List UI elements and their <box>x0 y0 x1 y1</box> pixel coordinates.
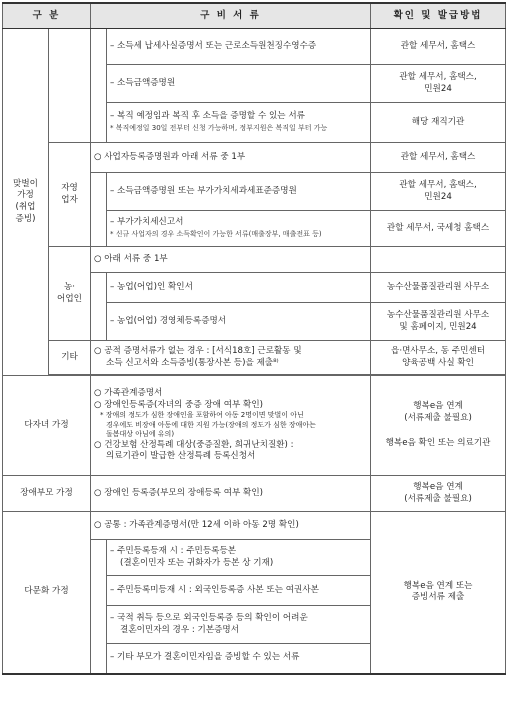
method-cell: 관할 세무서, 홈택스, 민원24 <box>371 173 506 211</box>
doc-cell: – 주민등록미등재 시 : 외국인등록증 사본 또는 여권사본 <box>107 576 371 606</box>
other-label: 기타 <box>49 341 91 375</box>
method-cell: 해당 재직기관 <box>371 103 506 143</box>
table-row <box>3 376 506 476</box>
self-employed-label: 자영 업자 <box>49 143 91 247</box>
method-cell: 관할 세무서, 홈택스 <box>371 143 506 173</box>
table-row <box>3 341 506 375</box>
multi-child-label: 다자녀 가정 <box>3 376 91 476</box>
method-cell: 행복e음 연계 (서류제출 불필요) 행복e음 확인 또는 의료기관 <box>371 376 506 476</box>
doc-cell: ○ 사업자등록증명원과 아래 서류 중 1부 <box>91 143 371 173</box>
doc-cell: – 소득금액증명원 또는 부가가치세과세표준증명원 <box>107 173 371 211</box>
doc-cell: – 소득금액증명원 <box>107 65 371 103</box>
doc-cell: ○ 공통 : 가족관계증명서(만 12세 이하 아동 2명 확인) <box>91 512 371 540</box>
header-documents: 구 비 서 류 <box>91 3 371 29</box>
method-cell: 관할 세무서, 국세청 홈택스 <box>371 211 506 247</box>
header-method: 확인 및 발급방법 <box>371 3 506 29</box>
farmer-label: 농· 어업인 <box>49 247 91 341</box>
multicultural-label: 다문화 가정 <box>3 512 91 674</box>
method-cell: 행복e음 연계 (서류제출 불필요) <box>371 476 506 512</box>
doc-cell: – 농업(어업) 경영체등록증명서 <box>107 303 371 341</box>
doc-cell: ○ 장애인 등록증(부모의 장애등록 여부 확인) <box>91 476 371 512</box>
doc-cell: – 주민등록등재 시 : 주민등록등본 (결혼이민자 또는 귀화자가 등본 상 기재) <box>107 540 371 576</box>
header-row <box>3 3 506 29</box>
method-cell: 읍·면사무소, 동 주민센터 양육공백 사실 확인 <box>371 341 506 375</box>
method-cell <box>371 247 506 273</box>
single-parent-label: 맞벌이 가정 (취업 증빙) <box>3 29 49 376</box>
doc-cell: – 부가가치세신고서 * 신규 사업자의 경우 소득확인이 가능한 서류(매출장부, 매출전표 등) <box>107 211 371 247</box>
table-row <box>3 476 506 512</box>
doc-cell: – 국적 취득 등으로 외국인등록증 등의 확인이 어려운 결혼이민자의 경우 : 기본증명서 <box>107 606 371 644</box>
doc-cell: ○ 아래 서류 중 1부 <box>91 247 371 273</box>
method-cell: 농수산물품질관리원 사무소 및 홈페이지, 민원24 <box>371 303 506 341</box>
doc-cell: ○ 가족관계증명서 ○ 장애인등록증(자녀의 중증 장애 여부 확인) * 장애의 정도가 심한 장애인을 포함하여 아동 2명이면 맞벌이 아닌 경우에도 비장애 아동에 대한 지원 가능(장애의 정도가 심한 장애아는 돌봄대상 아님에 유의) ○ 건강보험 산정특례 대상(중증질환, 희귀난치질환) : 의료기관이 발급한 산정특례 등록신청서 <box>91 376 371 476</box>
document-table <box>2 2 506 675</box>
method-cell: 행복e음 연계 또는 증빙서류 제출 <box>371 512 506 674</box>
doc-cell: – 복직 예정임과 복직 후 소득을 증명할 수 있는 서류 * 복직예정일 30일 전부터 신청 가능하며, 정부지원은 복직일 부터 가능 <box>107 103 371 143</box>
method-cell: 관할 세무서, 홈택스 <box>371 29 506 65</box>
doc-cell: ○ 공적 증명서류가 없는 경우 : [서식18호] 근로활동 및 소득 신고서와 소득증빙(통장사본 등)을 제출⁸⁾ <box>91 341 371 375</box>
table-row <box>3 29 506 65</box>
doc-cell: – 농업(어업)인 확인서 <box>107 273 371 303</box>
method-cell: 농수산물품질관리원 사무소 <box>371 273 506 303</box>
indent-spacer <box>91 173 107 247</box>
table-row <box>3 512 506 540</box>
header-category: 구 분 <box>3 3 91 29</box>
doc-cell: – 기타 부모가 결혼이민자임을 증빙할 수 있는 서류 <box>107 644 371 674</box>
doc-cell: – 소득세 납세사실증명서 또는 근로소득원천징수영수증 <box>107 29 371 65</box>
method-cell: 관할 세무서, 홈택스, 민원24 <box>371 65 506 103</box>
table-row <box>3 247 506 273</box>
indent-spacer <box>91 29 107 143</box>
table-row <box>3 143 506 173</box>
disabled-parent-label: 장애부모 가정 <box>3 476 91 512</box>
indent-spacer <box>91 540 107 674</box>
employee-label <box>49 29 91 143</box>
indent-spacer <box>91 273 107 341</box>
